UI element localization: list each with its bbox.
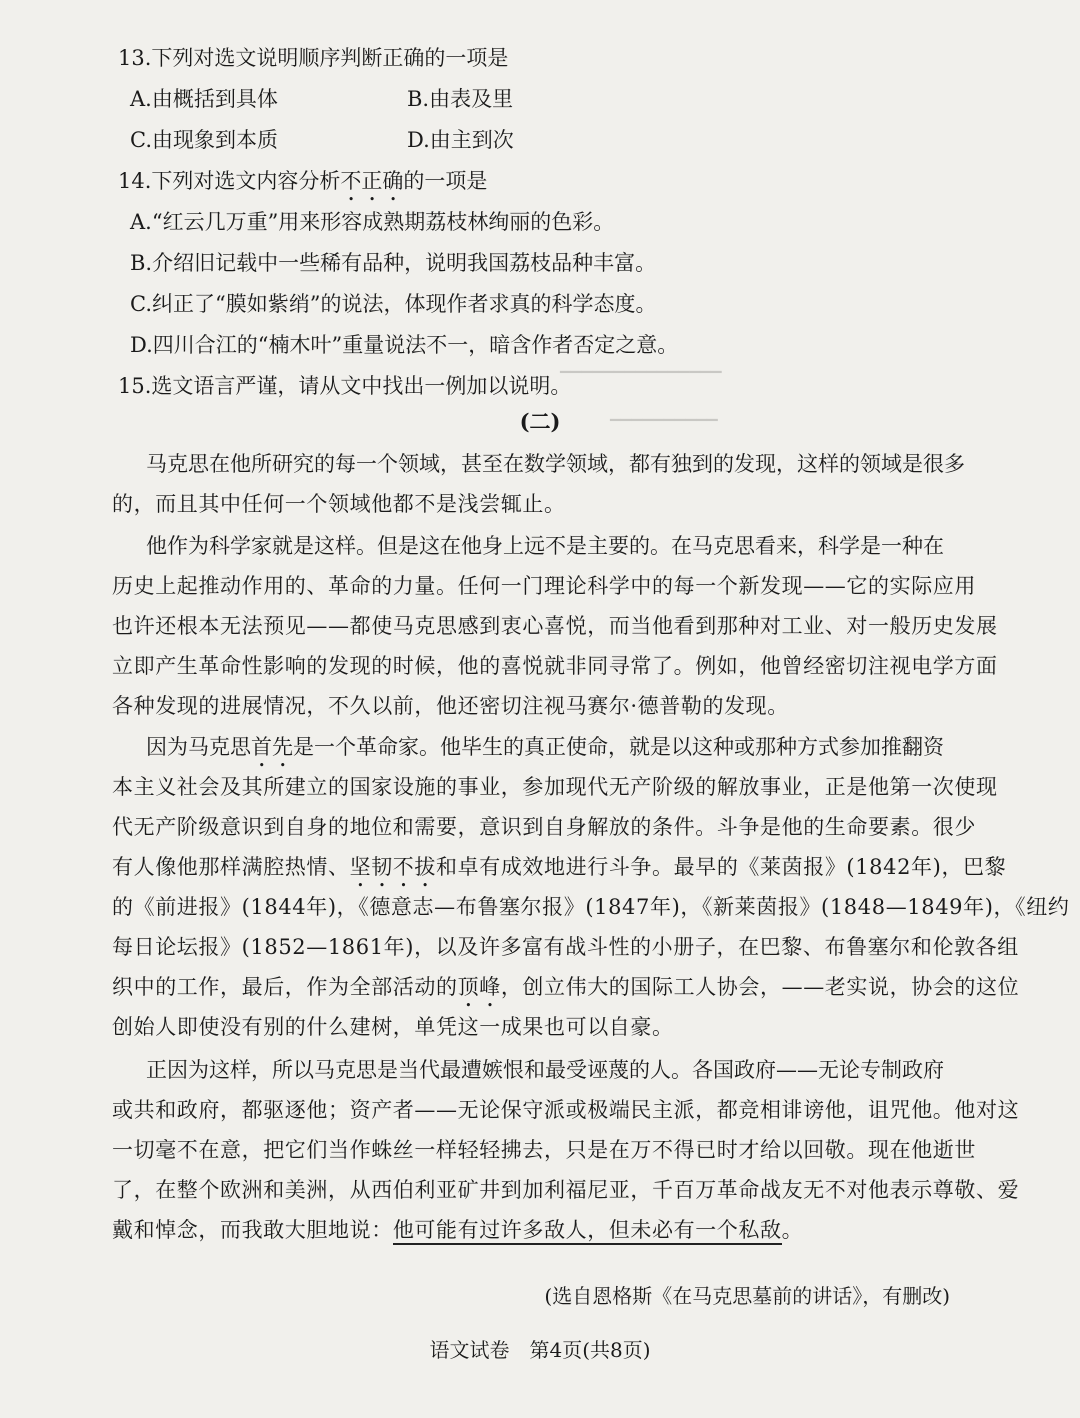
passage-p3-line: 每日论坛报》(1852—1861年)，以及许多富有战斗性的小册子，在巴黎、布鲁塞尔和伦敦各组 xyxy=(112,935,1019,959)
bleed-through-mark: ▔▔▔▔▔▔▔▔▔▔▔▔▔▔▔ xyxy=(560,372,722,388)
passage-p1-line: 马克思在他所研究的每一个领域，甚至在数学领域，都有独到的发现，这样的领域是很多 xyxy=(146,452,965,476)
passage-p1-line: 的，而且其中任何一个领域他都不是浅尝辄止。 xyxy=(112,492,566,516)
passage-p3-line: 织中的工作，最后，作为全部活动的顶峰，创立伟大的国际工人协会，——老实说，协会的这位 xyxy=(112,975,1020,999)
emphasis-first: 首先 xyxy=(251,735,293,759)
passage-p3-line: 因为马克思首先是一个革命家。他毕生的真正使命，就是以这种或那种方式参加推翻资 xyxy=(146,735,944,759)
passage-source: (选自恩格斯《在马克思墓前的讲话》，有删改) xyxy=(544,1284,950,1308)
passage-p4-line: 了，在整个欧洲和美洲，从西伯利亚矿井到加利福尼亚，千百万革命战友无不对他表示尊敬、爱 xyxy=(112,1178,1020,1202)
question-15-stem: 15.选文语言严谨，请从文中找出一例加以说明。 xyxy=(118,374,572,398)
passage-p3-line: 本主义社会及其所建立的国家设施的事业，参加现代无产阶级的解放事业，正是他第一次使现 xyxy=(112,775,998,799)
question-14-option-d: D.四川合江的“楠木叶”重量说法不一，暗含作者否定之意。 xyxy=(130,333,679,357)
passage-p4-line: 正因为这样，所以马克思是当代最遭嫉恨和最受诬蔑的人。各国政府——无论专制政府 xyxy=(146,1058,944,1082)
passage-p3-line: 的《前进报》(1844年)，《德意志—布鲁塞尔报》(1847年)，《新莱茵报》(1848—1849年)，《纽约 xyxy=(112,895,1070,919)
passage-p3-line: 代无产阶级意识到自身的地位和需要，意识到自身解放的条件。斗争是他的生命要素。很少 xyxy=(112,815,976,839)
question-14-option-a: A.“红云几万重”用来形容成熟期荔枝林绚丽的色彩。 xyxy=(130,210,615,234)
question-14-stem: 14.下列对选文内容分析不正确的一项是 xyxy=(118,169,488,193)
question-13-option-c: C.由现象到本质 xyxy=(130,128,278,152)
passage-p2-line: 各种发现的进展情况，不久以前，他还密切注视马赛尔·德普勒的发现。 xyxy=(112,694,789,718)
passage-p2-line: 历史上起推动作用的、革命的力量。任何一门理论科学中的每一个新发现——它的实际应用 xyxy=(112,574,976,598)
question-14-option-b: B.介绍旧记载中一些稀有品种，说明我国荔枝品种丰富。 xyxy=(130,251,657,275)
question-13-option-a: A.由概括到具体 xyxy=(130,87,278,111)
emphasis-not-correct: 不正确 xyxy=(340,169,404,193)
passage-p2-line: 立即产生革命性影响的发现的时候，他的喜悦就非同寻常了。例如，他曾经密切注视电学方面 xyxy=(112,654,998,678)
passage-p2-line: 他作为科学家就是这样。但是这在他身上远不是主要的。在马克思看来，科学是一种在 xyxy=(146,534,944,558)
emphasis-peak: 顶峰 xyxy=(457,975,501,999)
passage-p4-line: 戴和悼念，而我敢大胆地说：他可能有过许多敌人，但未必有一个私敌。 xyxy=(112,1216,803,1244)
question-13-option-d: D.由主到次 xyxy=(407,128,514,152)
section-title: (二) xyxy=(519,409,561,434)
passage-p3-line: 有人像他那样满腔热情、坚韧不拔和卓有成效地进行斗争。最早的《莱茵报》(1842年)，巴黎 xyxy=(112,855,1007,879)
underlined-sentence: 他可能有过许多敌人，但未必有一个私敌 xyxy=(393,1218,782,1245)
question-14-option-c: C.纠正了“膜如紫绡”的说法，体现作者求真的科学态度。 xyxy=(130,292,657,316)
passage-p2-line: 也许还根本无法预见——都使马克思感到衷心喜悦，而当他看到那种对工业、对一般历史发展 xyxy=(112,614,998,638)
passage-p3-line: 创始人即使没有别的什么建树，单凭这一成果也可以自豪。 xyxy=(112,1015,674,1039)
bleed-through-mark: ▔▔▔▔▔▔▔▔▔▔ xyxy=(610,420,718,436)
question-13-option-b: B.由表及里 xyxy=(407,87,514,111)
emphasis-persistent: 坚韧不拔 xyxy=(349,855,437,879)
question-13-stem: 13.下列对选文说明顺序判断正确的一项是 xyxy=(118,46,509,70)
passage-p4-line: 或共和政府，都驱逐他；资产者——无论保守派或极端民主派，都竞相诽谤他，诅咒他。他对这 xyxy=(112,1098,1020,1122)
page-footer: 语文试卷 第4页(共8页) xyxy=(429,1338,651,1362)
passage-p4-line: 一切毫不在意，把它们当作蛛丝一样轻轻拂去，只是在万不得已时才给以回敬。现在他逝世 xyxy=(112,1138,976,1162)
